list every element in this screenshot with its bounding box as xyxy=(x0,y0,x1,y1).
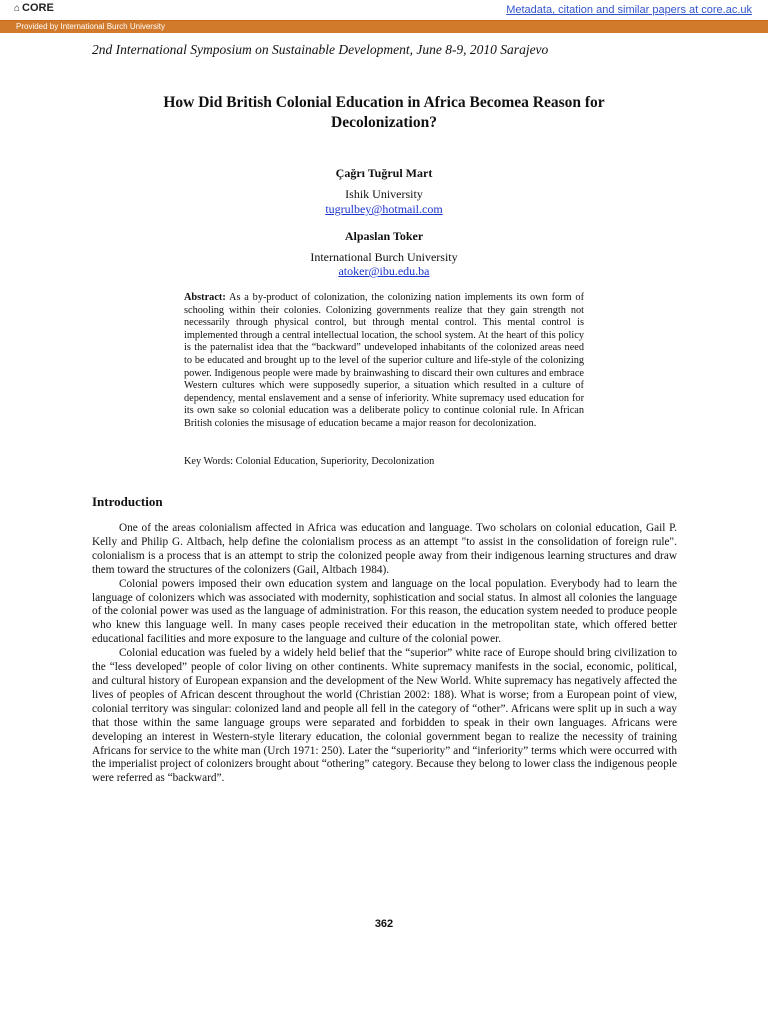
core-logo-icon: ⌂ xyxy=(14,3,21,14)
core-logo-text: CORE xyxy=(22,2,54,14)
symposium-header: 2nd International Symposium on Sustainable Development, June 8-9, 2010 Sarajevo xyxy=(92,42,549,57)
paragraph: Colonial education was fueled by a widely held belief that the “superior” white race of Europe should bring civilization to the “less developed” people of color living on other continents. White supremacy manifests in the social, economic, political, and cultural history of European expansion and the development of the New World. White supremacy has negatively affected the lives of peoples of African descent throughout the world (Christian 2002: 188). What is worse; from a European point of view, colonial territory was singular: colonized land and people all fell in the category of “other”. Africans were split up in such a way that those within the same language groups were separated and forbidden to speak in their own languages. Africans were developing an interest in Western-style literary education, the colonial government began to realize the necessity of training Africans for service to the white man (Urch 1971: 250). Later the “superiority” and “inferiority” terms which were occurred with the imperialist project of colonizers brought about “othering” category. Because they belong to lower class the indigenous people were referred as “backward”. xyxy=(92,647,677,785)
introduction-body xyxy=(92,522,677,786)
abstract-text: As a by-product of colonization, the colonizing nation implements its own form of schooling within their colonies. Colonizing governments realize that they gain strength not necessarily through physical control, but through mental control. This mental control is implemented through a central intellectual location, the school system. At the heart of this policy is the paternalist idea that the “backward” undeveloped inhabitants of the colonized areas need to be educated and brought up to the level of the superior culture and life-style of the colonizing power. Indigenous people were made by brainwashing to discard their own cultures and embrace Western cultures which were supposedly superior, a situation which resulted in a culture of dependency, mental enslavement and a sense of inferiority. White supremacy used education for its own sake so colonial education was a deliberate policy to continue colonial rule. In African British colonies the misusage of education became a major reason for decolonization. xyxy=(184,292,585,429)
paragraph: Colonial powers imposed their own education system and language on the local population. Everybody had to learn the language of colonizers which was associated with modernity, sophistication and social status. In almost all colonies the language of the colonial power was used as the language of administration. For this reason, the education system needed to produce people who knew this language well. In many cases people received their education in the metropolitan state, which offered better educational facilities and more exposure to the language and culture of the colonial power. xyxy=(92,577,677,646)
core-header-bar xyxy=(0,0,768,21)
author-1-affiliation: Ishik University xyxy=(345,187,423,201)
provided-by-text: Provided by International Burch University xyxy=(16,22,165,31)
paragraph: One of the areas colonialism affected in Africa was education and language. Two scholars on colonial education, Gail P. Kelly and Philip G. Altbach, help define the colonialism process as an attempt "to assist in the consolidation of foreign rule". colonialism is a process that is an attempt to strip the colonized people away from their indigenous learning structures and draw them toward the structures of the colonizers (Gail, Altbach 1984). xyxy=(92,522,677,576)
abstract-label: Abstract: xyxy=(184,292,226,303)
page-number: 362 xyxy=(374,918,394,930)
author-2-affiliation: International Burch University xyxy=(310,250,458,264)
core-logo[interactable] xyxy=(14,2,54,14)
introduction-heading: Introduction xyxy=(92,494,163,509)
provided-by-bar xyxy=(0,21,768,33)
core-metadata-link[interactable]: Metadata, citation and similar papers at core.ac.uk xyxy=(506,4,752,16)
author-2-name: Alpaslan Toker xyxy=(344,229,424,243)
keywords: Key Words: Colonial Education, Superiority, Decolonization xyxy=(184,456,435,467)
paper-title: How Did British Colonial Education in Africa Becomea Reason for Decolonization? xyxy=(163,94,605,131)
author-2-email[interactable]: atoker@ibu.edu.ba xyxy=(338,264,430,278)
author-1-name: Çağrı Tuğrul Mart xyxy=(335,166,433,180)
abstract xyxy=(184,292,584,431)
author-1-email[interactable]: tugrulbey@hotmail.com xyxy=(325,202,443,216)
